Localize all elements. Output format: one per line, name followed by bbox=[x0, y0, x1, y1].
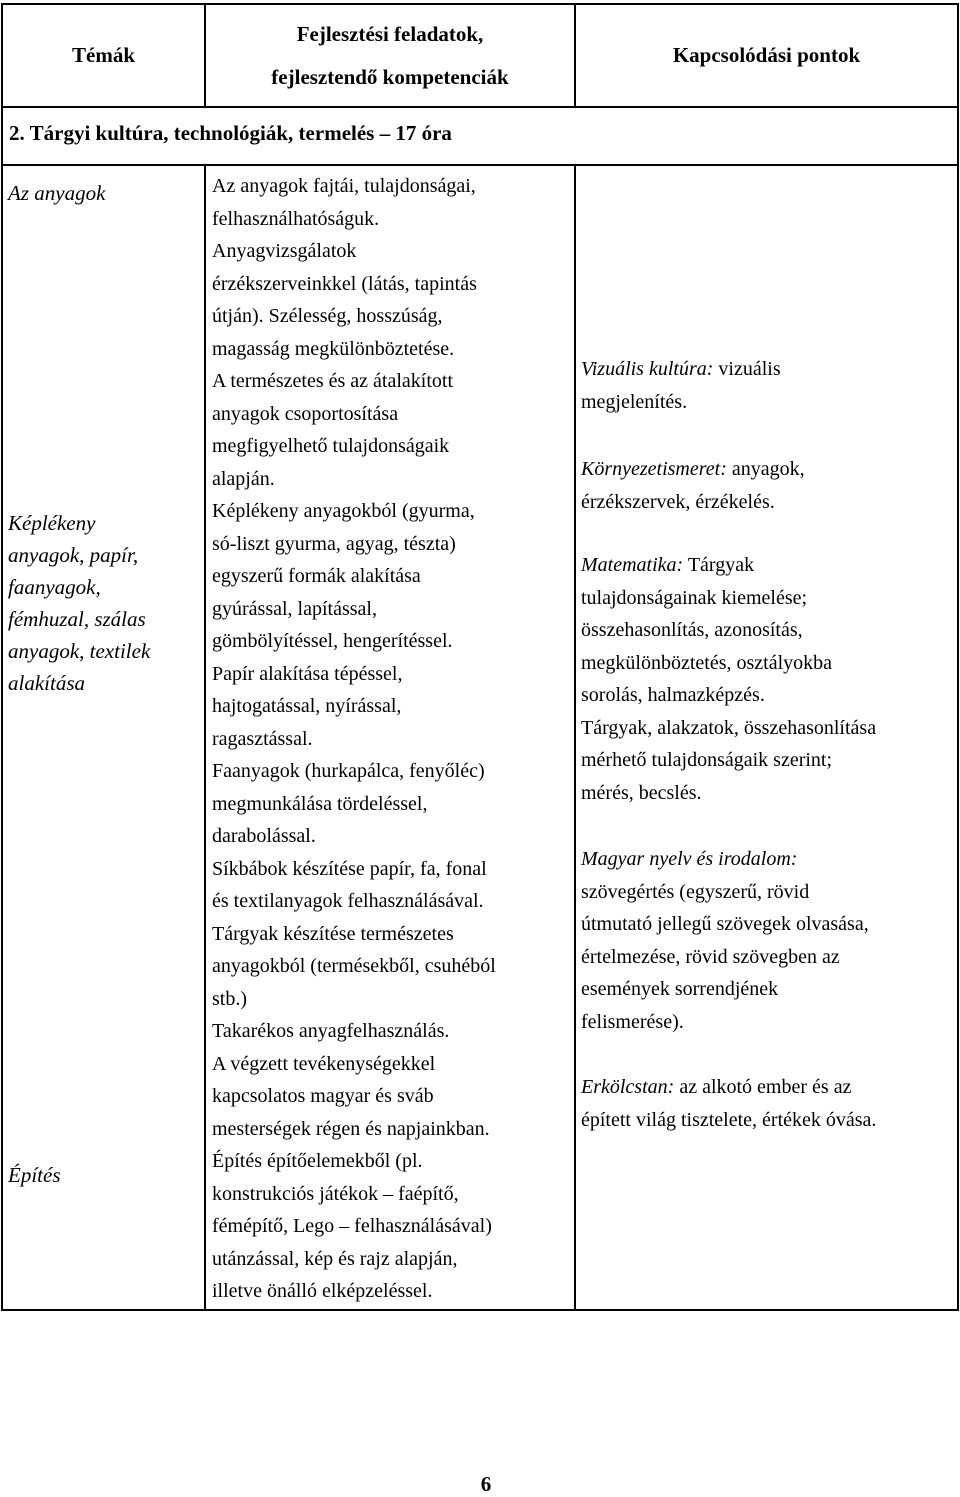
topic-shaping-line: anyagok, papír, bbox=[8, 543, 139, 567]
header-topics: Témák bbox=[72, 43, 135, 68]
table-border-left bbox=[1, 3, 3, 1311]
link-text: útmutató jellegű szövegek olvasása, bbox=[581, 913, 869, 935]
link-text: sorolás, halmazképzés. bbox=[581, 684, 765, 706]
tasks-line: illetve önálló elképzeléssel. bbox=[212, 1280, 433, 1302]
link-subject: Erkölcstan: bbox=[581, 1076, 675, 1098]
page-number: 6 bbox=[480, 1472, 492, 1496]
tasks-line: magasság megkülönböztetése. bbox=[212, 337, 455, 360]
tasks-line: mesterségek régen és napjainkban. bbox=[212, 1117, 490, 1140]
table-border-bottom bbox=[1, 1309, 959, 1311]
header-divider bbox=[1, 106, 959, 108]
tasks-line: alapján. bbox=[212, 467, 275, 490]
tasks-line: A végzett tevékenységekkel bbox=[212, 1052, 436, 1075]
link-text: az alkotó ember és az bbox=[674, 1076, 852, 1098]
link-text: mérhető tulajdonságaik szerint; bbox=[581, 749, 833, 771]
tasks-line: A természetes és az átalakított bbox=[212, 370, 454, 392]
tasks-line: gyúrással, lapítással, bbox=[212, 597, 377, 620]
topic-shaping-line: faanyagok, bbox=[8, 575, 101, 599]
link-text: Tárgyak, alakzatok, összehasonlítása bbox=[581, 716, 877, 739]
tasks-line: Faanyagok (hurkapálca, fenyőléc) bbox=[212, 760, 485, 782]
header-tasks bbox=[206, 5, 574, 106]
link-text: megjelenítés. bbox=[581, 390, 688, 413]
tasks-line: érzékszerveinkkel (látás, tapintás bbox=[212, 272, 477, 295]
header-tasks-line1: Fejlesztési feladatok, bbox=[296, 21, 484, 46]
tasks-line: kapcsolatos magyar és sváb bbox=[212, 1085, 434, 1107]
tasks-line: fémépítő, Lego – felhasználásával) bbox=[212, 1215, 492, 1237]
link-text: érzékszervek, érzékelés. bbox=[581, 490, 775, 513]
tasks-line: megfigyelhető tulajdonságaik bbox=[212, 435, 450, 457]
table-border-right bbox=[957, 3, 959, 1311]
tasks-line: Az anyagok fajtái, tulajdonságai, bbox=[212, 175, 476, 197]
link-text: összehasonlítás, azonosítás, bbox=[581, 619, 803, 641]
tasks-line: konstrukciós játékok – faépítő, bbox=[212, 1182, 459, 1205]
topic-building: Építés bbox=[8, 1163, 61, 1187]
tasks-line: anyagokból (termésekből, csuhéból bbox=[212, 955, 496, 977]
link-text: tulajdonságainak kiemelése; bbox=[581, 586, 808, 609]
tasks-line: Képlékeny anyagokból (gyurma, bbox=[212, 500, 475, 522]
topic-shaping-line: Képlékeny bbox=[8, 511, 96, 535]
link-text: értelmezése, rövid szövegben az bbox=[581, 945, 840, 968]
link-subject: Környezetismeret: bbox=[581, 458, 727, 480]
tasks-line: hajtogatással, nyírással, bbox=[212, 695, 402, 717]
link-text: anyagok, bbox=[726, 458, 805, 480]
tasks-line: Síkbábok készítése papír, fa, fonal bbox=[212, 857, 487, 880]
link-subject: Matematika: bbox=[581, 554, 684, 576]
link-subject: Vizuális kultúra: bbox=[581, 358, 714, 380]
link-text: épített világ tisztelete, értékek óvása. bbox=[581, 1108, 877, 1131]
link-text: szövegértés (egyszerű, rövid bbox=[581, 880, 810, 903]
tasks-line: anyagok csoportosítása bbox=[212, 402, 399, 425]
header-links: Kapcsolódási pontok bbox=[672, 43, 861, 68]
tasks-line: útján). Szélesség, hosszúság, bbox=[212, 305, 443, 327]
tasks-line: ragasztással. bbox=[212, 727, 313, 750]
link-text: események sorrendjének bbox=[581, 978, 779, 1000]
link-subject: Magyar nyelv és irodalom: bbox=[581, 848, 798, 870]
link-mathematics bbox=[581, 549, 956, 809]
topic-shaping-line: fémhuzal, szálas bbox=[8, 607, 146, 631]
tasks-line: gömbölyítéssel, hengerítéssel. bbox=[212, 630, 453, 652]
tasks-line: megmunkálása tördeléssel, bbox=[212, 792, 428, 815]
tasks-line: stb.) bbox=[212, 987, 247, 1010]
col-divider-2-body bbox=[574, 164, 576, 1311]
tasks-line: felhasználhatóságuk. bbox=[212, 207, 380, 230]
topic-materials: Az anyagok bbox=[8, 181, 106, 205]
tasks-line: darabolással. bbox=[212, 825, 316, 847]
header-tasks-line2: fejlesztendő kompetenciák bbox=[271, 64, 509, 89]
link-text: vizuális bbox=[713, 358, 781, 380]
tasks-line: Takarékos anyagfelhasználás. bbox=[212, 1020, 450, 1042]
tasks-line: Papír alakítása tépéssel, bbox=[212, 662, 403, 685]
link-ethics bbox=[581, 1071, 956, 1136]
link-visual-culture bbox=[581, 353, 956, 418]
col-divider-1-body bbox=[204, 164, 206, 1311]
link-environment bbox=[581, 453, 956, 518]
topic-shaping-line: anyagok, textilek bbox=[8, 639, 151, 663]
link-hungarian-literature bbox=[581, 843, 956, 1038]
tasks-line: Anyagvizsgálatok bbox=[212, 240, 357, 262]
topic-shaping bbox=[8, 507, 198, 699]
tasks-line: Építés építőelemekből (pl. bbox=[212, 1150, 423, 1172]
tasks-line: egyszerű formák alakítása bbox=[212, 565, 421, 587]
tasks-line: és textilanyagok felhasználásával. bbox=[212, 890, 484, 912]
tasks-line: só-liszt gyurma, agyag, tészta) bbox=[212, 532, 456, 555]
link-text: mérés, becslés. bbox=[581, 781, 702, 804]
link-text: felismerése). bbox=[581, 1010, 684, 1033]
link-text: Tárgyak bbox=[683, 554, 755, 576]
tasks-line: utánzással, kép és rajz alapján, bbox=[212, 1247, 458, 1270]
tasks-line: Tárgyak készítése természetes bbox=[212, 922, 454, 945]
tasks-text bbox=[212, 170, 572, 1308]
link-text: megkülönböztetés, osztályokba bbox=[581, 651, 833, 674]
section-divider bbox=[1, 164, 959, 166]
section-title: 2. Tárgyi kultúra, technológiák, termelés – 17 óra bbox=[9, 121, 452, 145]
topic-shaping-line: alakítása bbox=[8, 671, 85, 695]
curriculum-table bbox=[1, 3, 959, 1311]
